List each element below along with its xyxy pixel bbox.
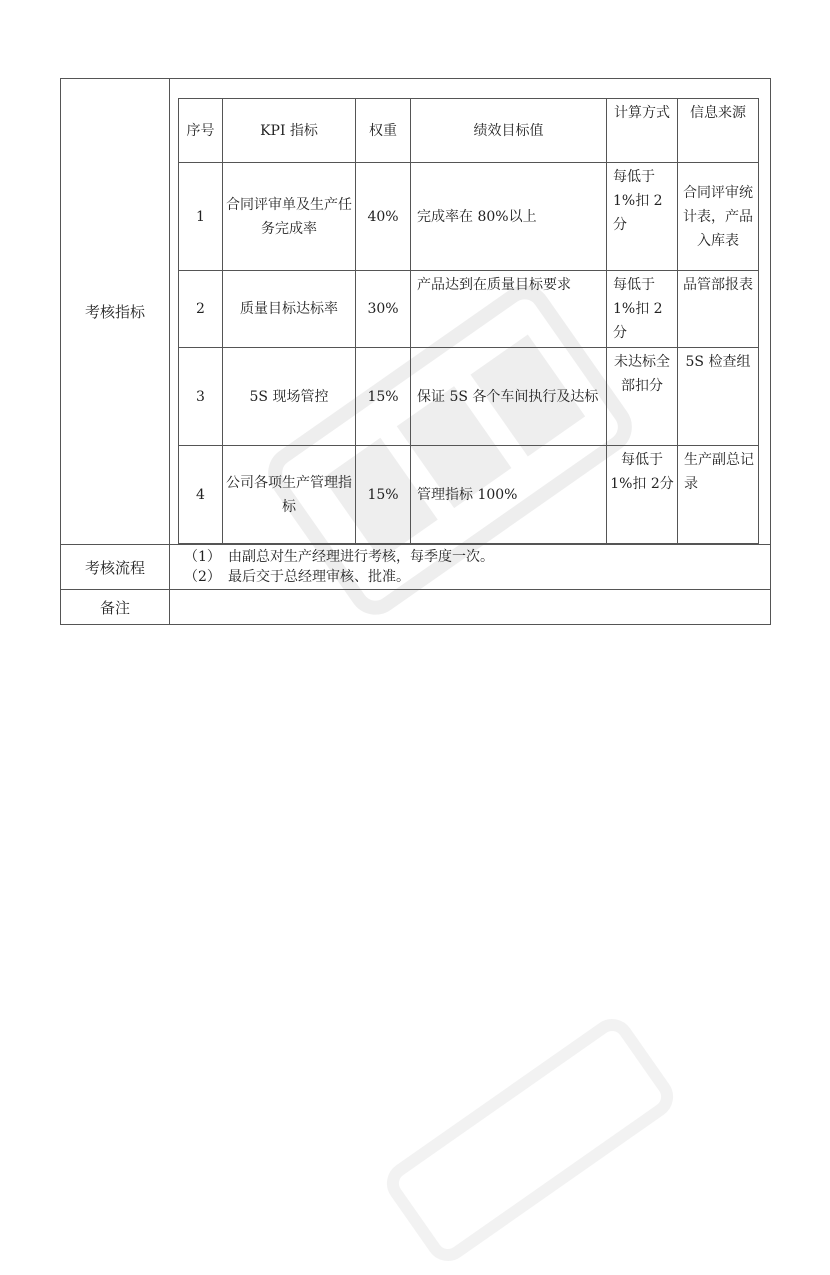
table-row xyxy=(179,446,759,544)
header-no: 序号 xyxy=(179,99,223,163)
row-method: 未达标全部扣分 xyxy=(607,348,678,446)
kpi-table xyxy=(178,98,759,544)
header-source: 信息来源 xyxy=(678,99,759,163)
row-weight: 15% xyxy=(356,348,411,446)
row-indicator: 公司各项生产管理指标 xyxy=(223,446,356,544)
process-label: 考核流程 xyxy=(61,545,170,590)
row-indicator: 合同评审单及生产任务完成率 xyxy=(223,163,356,271)
process-step xyxy=(184,547,770,567)
row-weight: 15% xyxy=(356,446,411,544)
kpi-header-row xyxy=(179,99,759,163)
header-target: 绩效目标值 xyxy=(411,99,607,163)
row-source: 生产副总记录 xyxy=(678,446,759,544)
process-step-index: （2） xyxy=(184,569,221,585)
indicators-label: 考核指标 xyxy=(61,79,170,545)
row-target: 产品达到在质量目标要求 xyxy=(411,271,607,348)
row-indicator: 质量目标达标率 xyxy=(223,271,356,348)
process-step-text: 最后交于总经理审核、批准。 xyxy=(228,569,410,585)
table-row xyxy=(179,163,759,271)
row-no: 3 xyxy=(179,348,223,446)
row-target: 完成率在 80%以上 xyxy=(411,163,607,271)
notes-label: 备注 xyxy=(61,590,170,625)
watermark xyxy=(373,1005,688,1275)
row-method: 每低于1%扣 2分 xyxy=(607,163,678,271)
process-step xyxy=(184,567,770,587)
row-method: 每低于1%扣 2分 xyxy=(607,271,678,348)
row-source: 品管部报表 xyxy=(678,271,759,348)
table-row xyxy=(179,271,759,348)
notes-value xyxy=(170,590,771,625)
row-source: 5S 检查组 xyxy=(678,348,759,446)
process-cell xyxy=(170,545,771,590)
table-row xyxy=(179,348,759,446)
row-no: 4 xyxy=(179,446,223,544)
row-indicator: 5S 现场管控 xyxy=(223,348,356,446)
row-method: 每低于1%扣 2分 xyxy=(607,446,678,544)
row-target: 管理指标 100% xyxy=(411,446,607,544)
row-no: 1 xyxy=(179,163,223,271)
header-weight: 权重 xyxy=(356,99,411,163)
row-no: 2 xyxy=(179,271,223,348)
header-indicator: KPI 指标 xyxy=(223,99,356,163)
row-weight: 30% xyxy=(356,271,411,348)
process-step-index: （1） xyxy=(184,549,221,565)
row-source: 合同评审统计表，产品入库表 xyxy=(678,163,759,271)
row-weight: 40% xyxy=(356,163,411,271)
kpi-table-cell xyxy=(170,79,771,545)
header-method: 计算方式 xyxy=(607,99,678,163)
assessment-form xyxy=(60,78,771,625)
row-target: 保证 5S 各个车间执行及达标 xyxy=(411,348,607,446)
process-step-text: 由副总对生产经理进行考核，每季度一次。 xyxy=(228,549,494,565)
